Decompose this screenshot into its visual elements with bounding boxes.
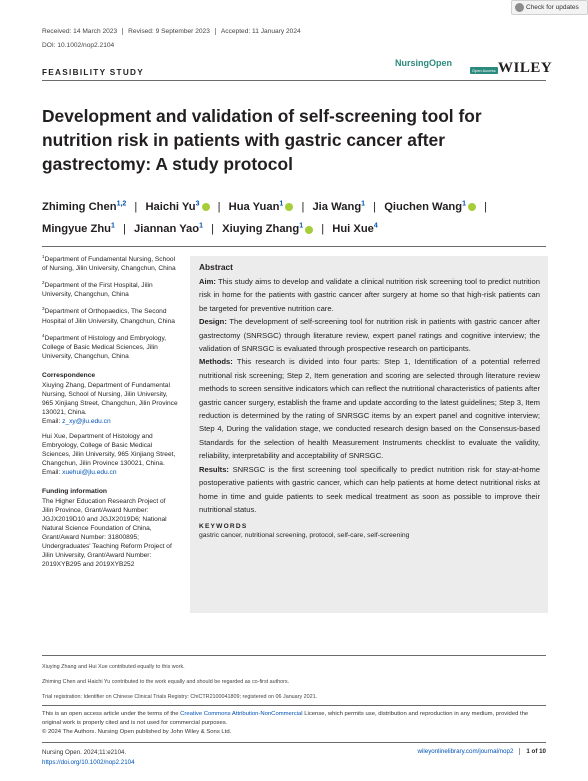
affiliation-number: 3 — [42, 306, 45, 312]
results-label: Results: — [199, 464, 229, 474]
abstract-box — [190, 256, 548, 613]
author[interactable] — [332, 223, 378, 235]
correspondence-heading: Correspondence — [42, 371, 96, 379]
footnote-co-first-authors: Zhiming Chen and Haichi Yu contributed to the work equally and should be regarded as co-first authors. — [42, 679, 290, 685]
methods-label: Methods: — [199, 357, 233, 367]
author-affiliation-ref[interactable]: 1 — [361, 200, 366, 207]
footnotes — [42, 663, 548, 708]
affiliation-text: Department of Histology and Embryology, College of Basic Medical Sciences, Jilin University, Changchun, China — [42, 334, 167, 360]
author[interactable] — [42, 223, 115, 235]
author-separator: | — [321, 223, 325, 236]
footnote-divider — [42, 655, 546, 656]
license-text — [42, 710, 548, 737]
author-separator: | — [373, 200, 377, 213]
abstract-results — [199, 463, 540, 517]
affiliation — [42, 252, 178, 273]
license-divider — [42, 705, 546, 706]
article-title: Development and validation of self-screening tool for nutrition risk in patients with gastric cancer after gastrectomy: A study protocol — [42, 106, 482, 174]
copyright: © 2024 The Authors. Nursing Open published by John Wiley & Sons Ltd. — [42, 729, 232, 735]
aim-text: This study aims to develop and validate a clinical nutrition risk screening tool to predict nutrition risk in home for the patients with gastric cancer after surgery at home so that high-risk patients can be targeted for preventive nutrition care. — [199, 277, 540, 313]
open-access-badge: Open Access — [472, 68, 496, 73]
author-separator: | — [123, 223, 126, 236]
email-label: Email: — [42, 417, 63, 425]
abstract-aim — [199, 275, 540, 315]
footer-divider — [42, 742, 546, 743]
keywords: gastric cancer, nutritional screening, protocol, self-care, self-screening — [199, 532, 410, 540]
license-post: License, which permits use, distribution and reproduction in any medium, provided the original work is properly cited and is not used for commercial purposes. — [42, 711, 529, 726]
author-name: Jia Wang — [312, 200, 362, 213]
check-for-updates-label: Check for updates — [526, 4, 579, 11]
aim-label: Aim: — [199, 277, 216, 286]
affiliation-text: Department of the First Hospital, Jilin University, Changchun, China — [42, 282, 153, 299]
email-label: Email: — [42, 468, 63, 476]
affiliation-text: Department of Fundamental Nursing, School of Nursing, Jilin University, Changchun, China — [42, 256, 176, 273]
correspondence-2-text: Hui Xue, Department of Histology and Embryology, College of Basic Medical Sciences, Jilin University, 965 Xinjiang Street, Changchun, Jilin Province 130021, China. — [42, 432, 176, 467]
correspondence-1-text: Xiuying Zhang, Department of Fundamental Nursing, School of Nursing, Jilin University, 965 Xinjiang Street, Changchun, Jilin Province 130021, China. — [42, 381, 178, 416]
author-affiliation-ref[interactable]: 1 — [110, 222, 115, 230]
header-divider — [42, 80, 546, 81]
check-for-updates-button[interactable] — [511, 0, 588, 15]
orcid-icon[interactable] — [468, 203, 476, 211]
funding-heading: Funding information — [42, 487, 108, 495]
author-name: Qiuchen Wang — [384, 200, 463, 213]
email-link[interactable]: xuehui@jlu.edu.cn — [62, 468, 117, 476]
affiliation — [42, 304, 178, 325]
front-matter-sidebar — [42, 252, 178, 569]
author-affiliation-ref[interactable]: 3 — [195, 200, 200, 207]
author[interactable] — [134, 223, 203, 235]
author[interactable] — [222, 223, 313, 235]
author-list — [42, 194, 552, 239]
footer-citation: Nursing Open. 2024;11:e2104. — [42, 749, 127, 756]
license-pre: This is an open access article under the terms of the — [42, 711, 181, 717]
doi: DOI: 10.1002/nop2.2104 — [42, 42, 115, 49]
author-name: Jiannan Yao — [134, 223, 200, 236]
design-label: Design: — [199, 317, 227, 327]
orcid-icon[interactable] — [305, 226, 313, 234]
orcid-icon[interactable] — [285, 203, 293, 211]
author[interactable] — [145, 201, 209, 213]
funding-text: The Higher Education Research Project of Jilin Province, Grant/Award Number: JGJX2019D10 and JGJX2019D6; National Natural Science Foundation of China, Grant/Award Number: 31800895; Undergraduates' Teaching Reform Project of Jilin University, Grant/Award Number: 2019XYB295 and 2019XYB252 — [42, 497, 172, 568]
publisher-logo: WILEY — [498, 60, 553, 76]
results-text: SNRSGC is the first screening tool specifically to predict nutrition risk for stay-at-home postoperative patients with gastric cancer, which can help patients at home detect nutritional risks at home in time and guide patients to seek medical treatment as soon as possible to improve their nutritional status. — [199, 464, 540, 514]
design-text: The development of self-screening tool for nutrition risk in patients with gastric cancer after gastrectomy (SNRSGC) through literature review, expert panel ratings and cognitive interview; the validation of SNRSGC is evaluated through prospective research on participants. — [199, 317, 540, 354]
journal-logo: NursingOpen — [395, 58, 453, 68]
affiliation-text: Department of Orthopaedics, The Second Hospital of Jilin University, Changchun, China — [42, 308, 175, 325]
author-affiliation-ref[interactable]: 1 — [199, 222, 204, 230]
abstract-methods — [199, 355, 540, 462]
email-link[interactable]: z_xy@jlu.edu.cn — [62, 417, 111, 425]
received-date: Received: 14 March 2023 — [42, 28, 118, 35]
author[interactable] — [384, 201, 476, 213]
study-type: FEASIBILITY STUDY — [42, 68, 145, 77]
correspondence-2 — [42, 432, 178, 477]
author-affiliation-ref[interactable]: 1 — [299, 222, 304, 230]
author-separator: | — [217, 200, 221, 213]
author-name: Hua Yuan — [228, 200, 280, 213]
affiliations — [42, 252, 178, 361]
author-name: Mingyue Zhu — [42, 223, 111, 236]
footer-right — [418, 748, 546, 755]
methods-text: This research is divided into four parts: Step 1, Identification of a potential referred nutritional risk screening; Step 2, Item generation and scoring are selected through literature review methods to screen sensitive indicators which can reflect the nutritional characteristics of patients after gastric cancer surgery, establish the frame and update according to the latest guidelines; Step 3, Item reduction is determined by the rating of SNRSGC items by an expert panel and cognitive interview; Step 4, During the validation stage, we conducted research design based on the Consensus-based Standards for the selection of health Measurement Instruments checklist to evaluate the validity, reliability, interpretability and acceptability of SNRSGC. — [199, 357, 540, 461]
author-name: Zhiming Chen — [42, 200, 117, 213]
article-dates — [42, 28, 306, 35]
author[interactable] — [42, 201, 126, 213]
abstract-design — [199, 315, 540, 355]
affiliation-number: 1 — [42, 254, 45, 259]
author-separator: | — [134, 200, 138, 213]
footer-citation-block — [42, 748, 135, 768]
footer-doi-link[interactable]: https://doi.org/10.1002/nop2.2104 — [42, 759, 135, 766]
update-icon — [515, 3, 524, 12]
affiliation — [42, 331, 178, 361]
author[interactable] — [312, 201, 365, 213]
author-affiliation-ref[interactable]: 1 — [462, 200, 466, 207]
footnote-trial-registration: Trial registration: Identifier on Chinese Clinical Trials Registry: ChiCTR2100041809; registered on 06 January 2021. — [42, 694, 318, 700]
author-separator: | — [301, 200, 305, 213]
affiliation-number: 2 — [42, 280, 45, 286]
journal-site-link[interactable]: wileyonlinelibrary.com/journal/nop2 — [417, 748, 514, 755]
author-separator: | — [484, 200, 488, 213]
author-name: Xiuying Zhang — [222, 223, 300, 236]
orcid-icon[interactable] — [202, 203, 210, 211]
author-name: Haichi Yu — [145, 200, 196, 213]
license-link[interactable]: Creative Commons Attribution-NonCommercial — [180, 711, 303, 717]
affiliation — [42, 278, 178, 299]
author[interactable] — [229, 201, 294, 213]
author-name: Hui Xue — [332, 223, 374, 236]
correspondence-1 — [42, 381, 178, 426]
author-divider — [42, 246, 546, 247]
keywords-heading: KEYWORDS — [199, 523, 248, 531]
abstract-heading: Abstract — [199, 262, 233, 272]
author-affiliation-ref[interactable]: 1 — [279, 200, 284, 207]
author-affiliation-ref[interactable]: 4 — [373, 222, 378, 230]
footnote-equal-contribution: Xiuying Zhang and Hui Xue contributed equally to this work. — [42, 664, 185, 670]
author-separator: | — [211, 223, 215, 236]
affiliation-number: 4 — [42, 332, 45, 338]
revised-date: Revised: 9 September 2023 — [122, 28, 215, 35]
accepted-date: Accepted: 11 January 2024 — [215, 28, 306, 35]
author-affiliation-ref[interactable]: 1,2 — [116, 200, 127, 207]
page-number: 1 of 10 — [519, 748, 546, 755]
